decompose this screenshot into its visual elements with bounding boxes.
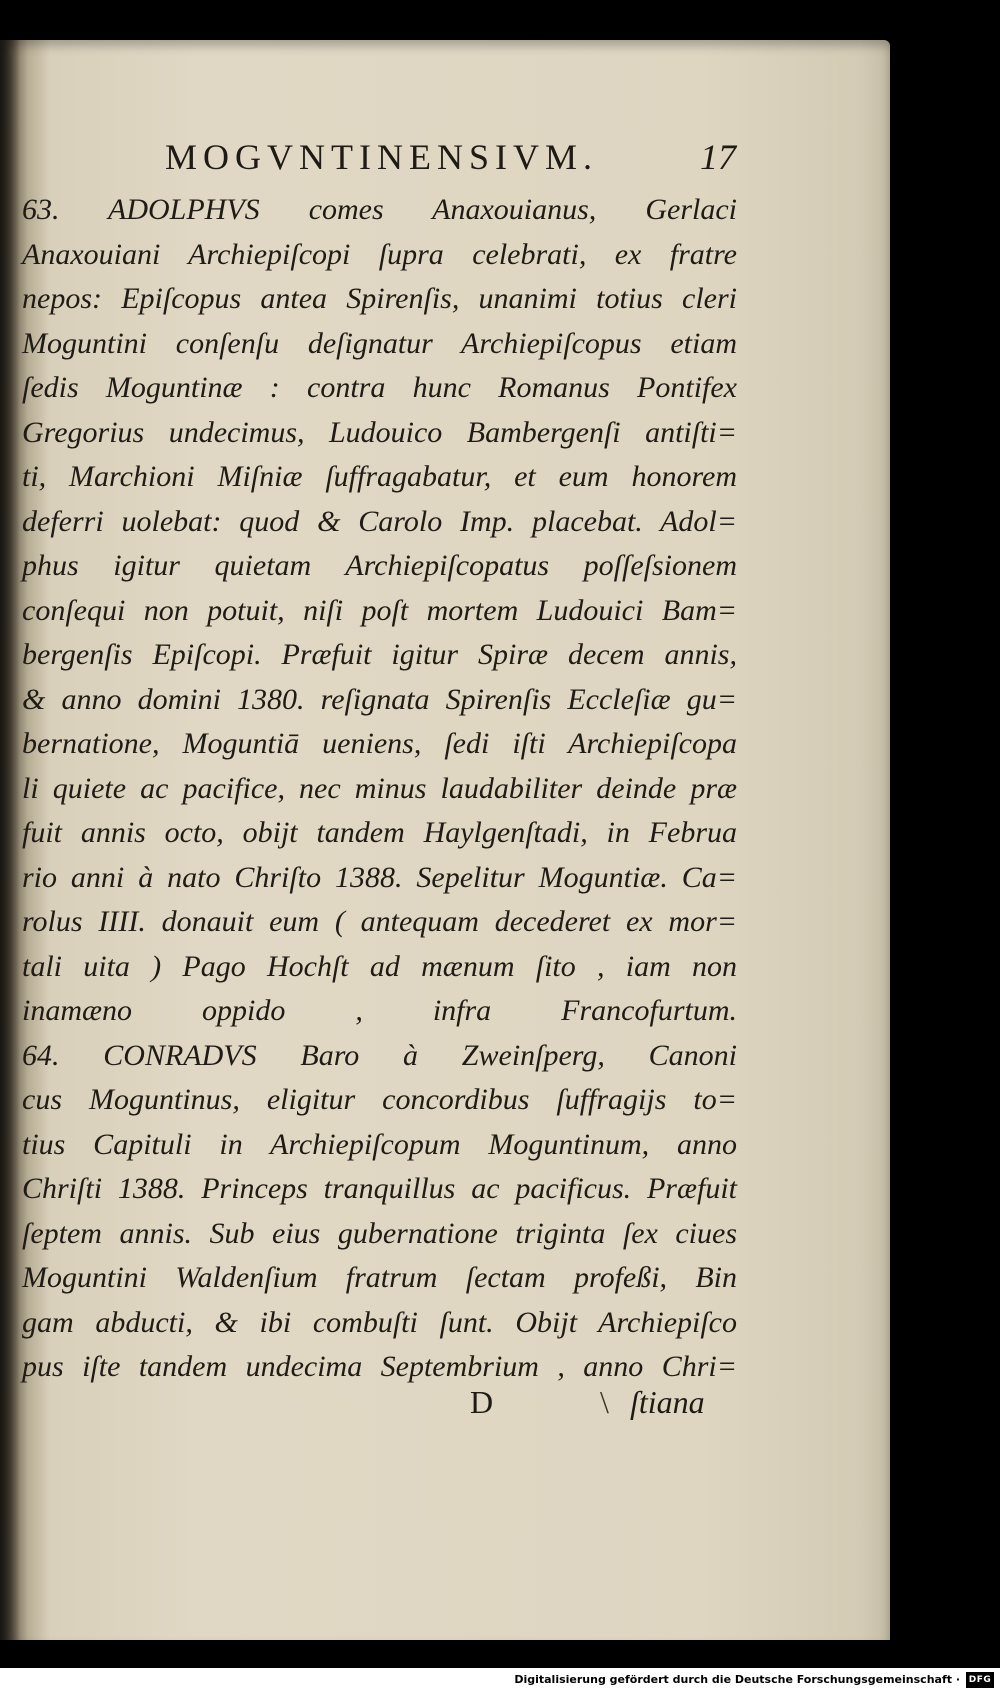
text-line: pus iſte tandem undecima Septembrium , anno Chri= — [22, 1350, 737, 1383]
text-line: bernatione, Moguntiā ueniens, ſedi iſti Archiepiſcopa — [22, 727, 737, 760]
text-line: nepos: Epiſcopus antea Spirenſis, unanimi totius cleri — [22, 282, 737, 315]
text-line: conſequi non potuit, niſi poſt mortem Ludouici Bam= — [22, 593, 737, 627]
text-line: Moguntini conſenſu deſignatur Archiepiſcopus etiam — [22, 326, 737, 360]
text-line: gam abducti, & ibi combuſti ſunt. Obijt Archiepiſco — [22, 1305, 737, 1339]
text-line: tali uita ) Pago Hochſt ad mænum ſito , iam non — [22, 949, 737, 983]
ink-mark: \ — [600, 1384, 609, 1420]
text-line: fuit annis octo, obijt tandem Haylgenſtadi, in Februa — [22, 816, 737, 849]
text-line: rolus IIII. donauit eum ( antequam decederet ex mor= — [22, 905, 737, 938]
page-footer-catchline — [0, 1384, 890, 1434]
text-line: inamæno oppido , infra Francofurtum. — [22, 994, 737, 1027]
text-line: cus Moguntinus, eligitur concordibus ſuffragijs to= — [22, 1083, 737, 1116]
text-line: ſedis Moguntinæ : contra hunc Romanus Pontifex — [22, 371, 737, 404]
page-header — [0, 130, 890, 190]
text-line: Chriſti 1388. Princeps tranquillus ac pacificus. Præfuit — [22, 1172, 737, 1205]
text-line: ti, Marchioni Miſniæ ſuffragabatur, et eum honorem — [22, 460, 737, 493]
dfg-logo: DFG — [966, 1672, 994, 1688]
text-line: 63. ADOLPHVS comes Anaxouianus, Gerlaci — [22, 193, 737, 226]
text-line: 64. CONRADVS Baro à Zweinſperg, Canoni — [22, 1038, 737, 1072]
text-line: ſeptem annis. Sub eius gubernatione triginta ſex ciues — [22, 1216, 737, 1250]
text-line: tius Capituli in Archiepiſcopum Moguntinum, anno — [22, 1127, 737, 1161]
catchword: ſtiana — [630, 1384, 705, 1420]
text-line: rio anni à nato Chriſto 1388. Sepelitur Moguntiæ. Ca= — [22, 860, 737, 894]
text-line: Anaxouiani Archiepiſcopi ſupra celebrati, ex fratre — [22, 237, 737, 271]
body-text — [22, 188, 737, 1390]
text-line: bergenſis Epiſcopi. Præfuit igitur Spiræ decem annis, — [22, 638, 737, 671]
text-line: deferri uolebat: quod & Carolo Imp. placebat. Adol= — [22, 504, 737, 538]
text-line: phus igitur quietam Archiepiſcopatus poſſeſsionem — [22, 549, 737, 582]
signature-mark: D — [470, 1384, 494, 1420]
running-title: MOGVNTINENSIVM. — [165, 137, 598, 177]
page-number: 17 — [700, 137, 736, 177]
digitization-footer — [0, 1668, 1000, 1694]
text-line: li quiete ac pacifice, nec minus laudabiliter deinde præ — [22, 771, 737, 805]
text-line: & anno domini 1380. reſignata Spirenſis Eccleſiæ gu= — [22, 682, 737, 716]
footer-credit: Digitalisierung gefördert durch die Deutsche Forschungsgemeinschaft · — [514, 1673, 960, 1686]
text-line: Gregorius undecimus, Ludouico Bambergenſi antiſti= — [22, 415, 737, 449]
text-line: Moguntini Waldenſium fratrum ſectam profeßi, Bin — [22, 1261, 737, 1294]
